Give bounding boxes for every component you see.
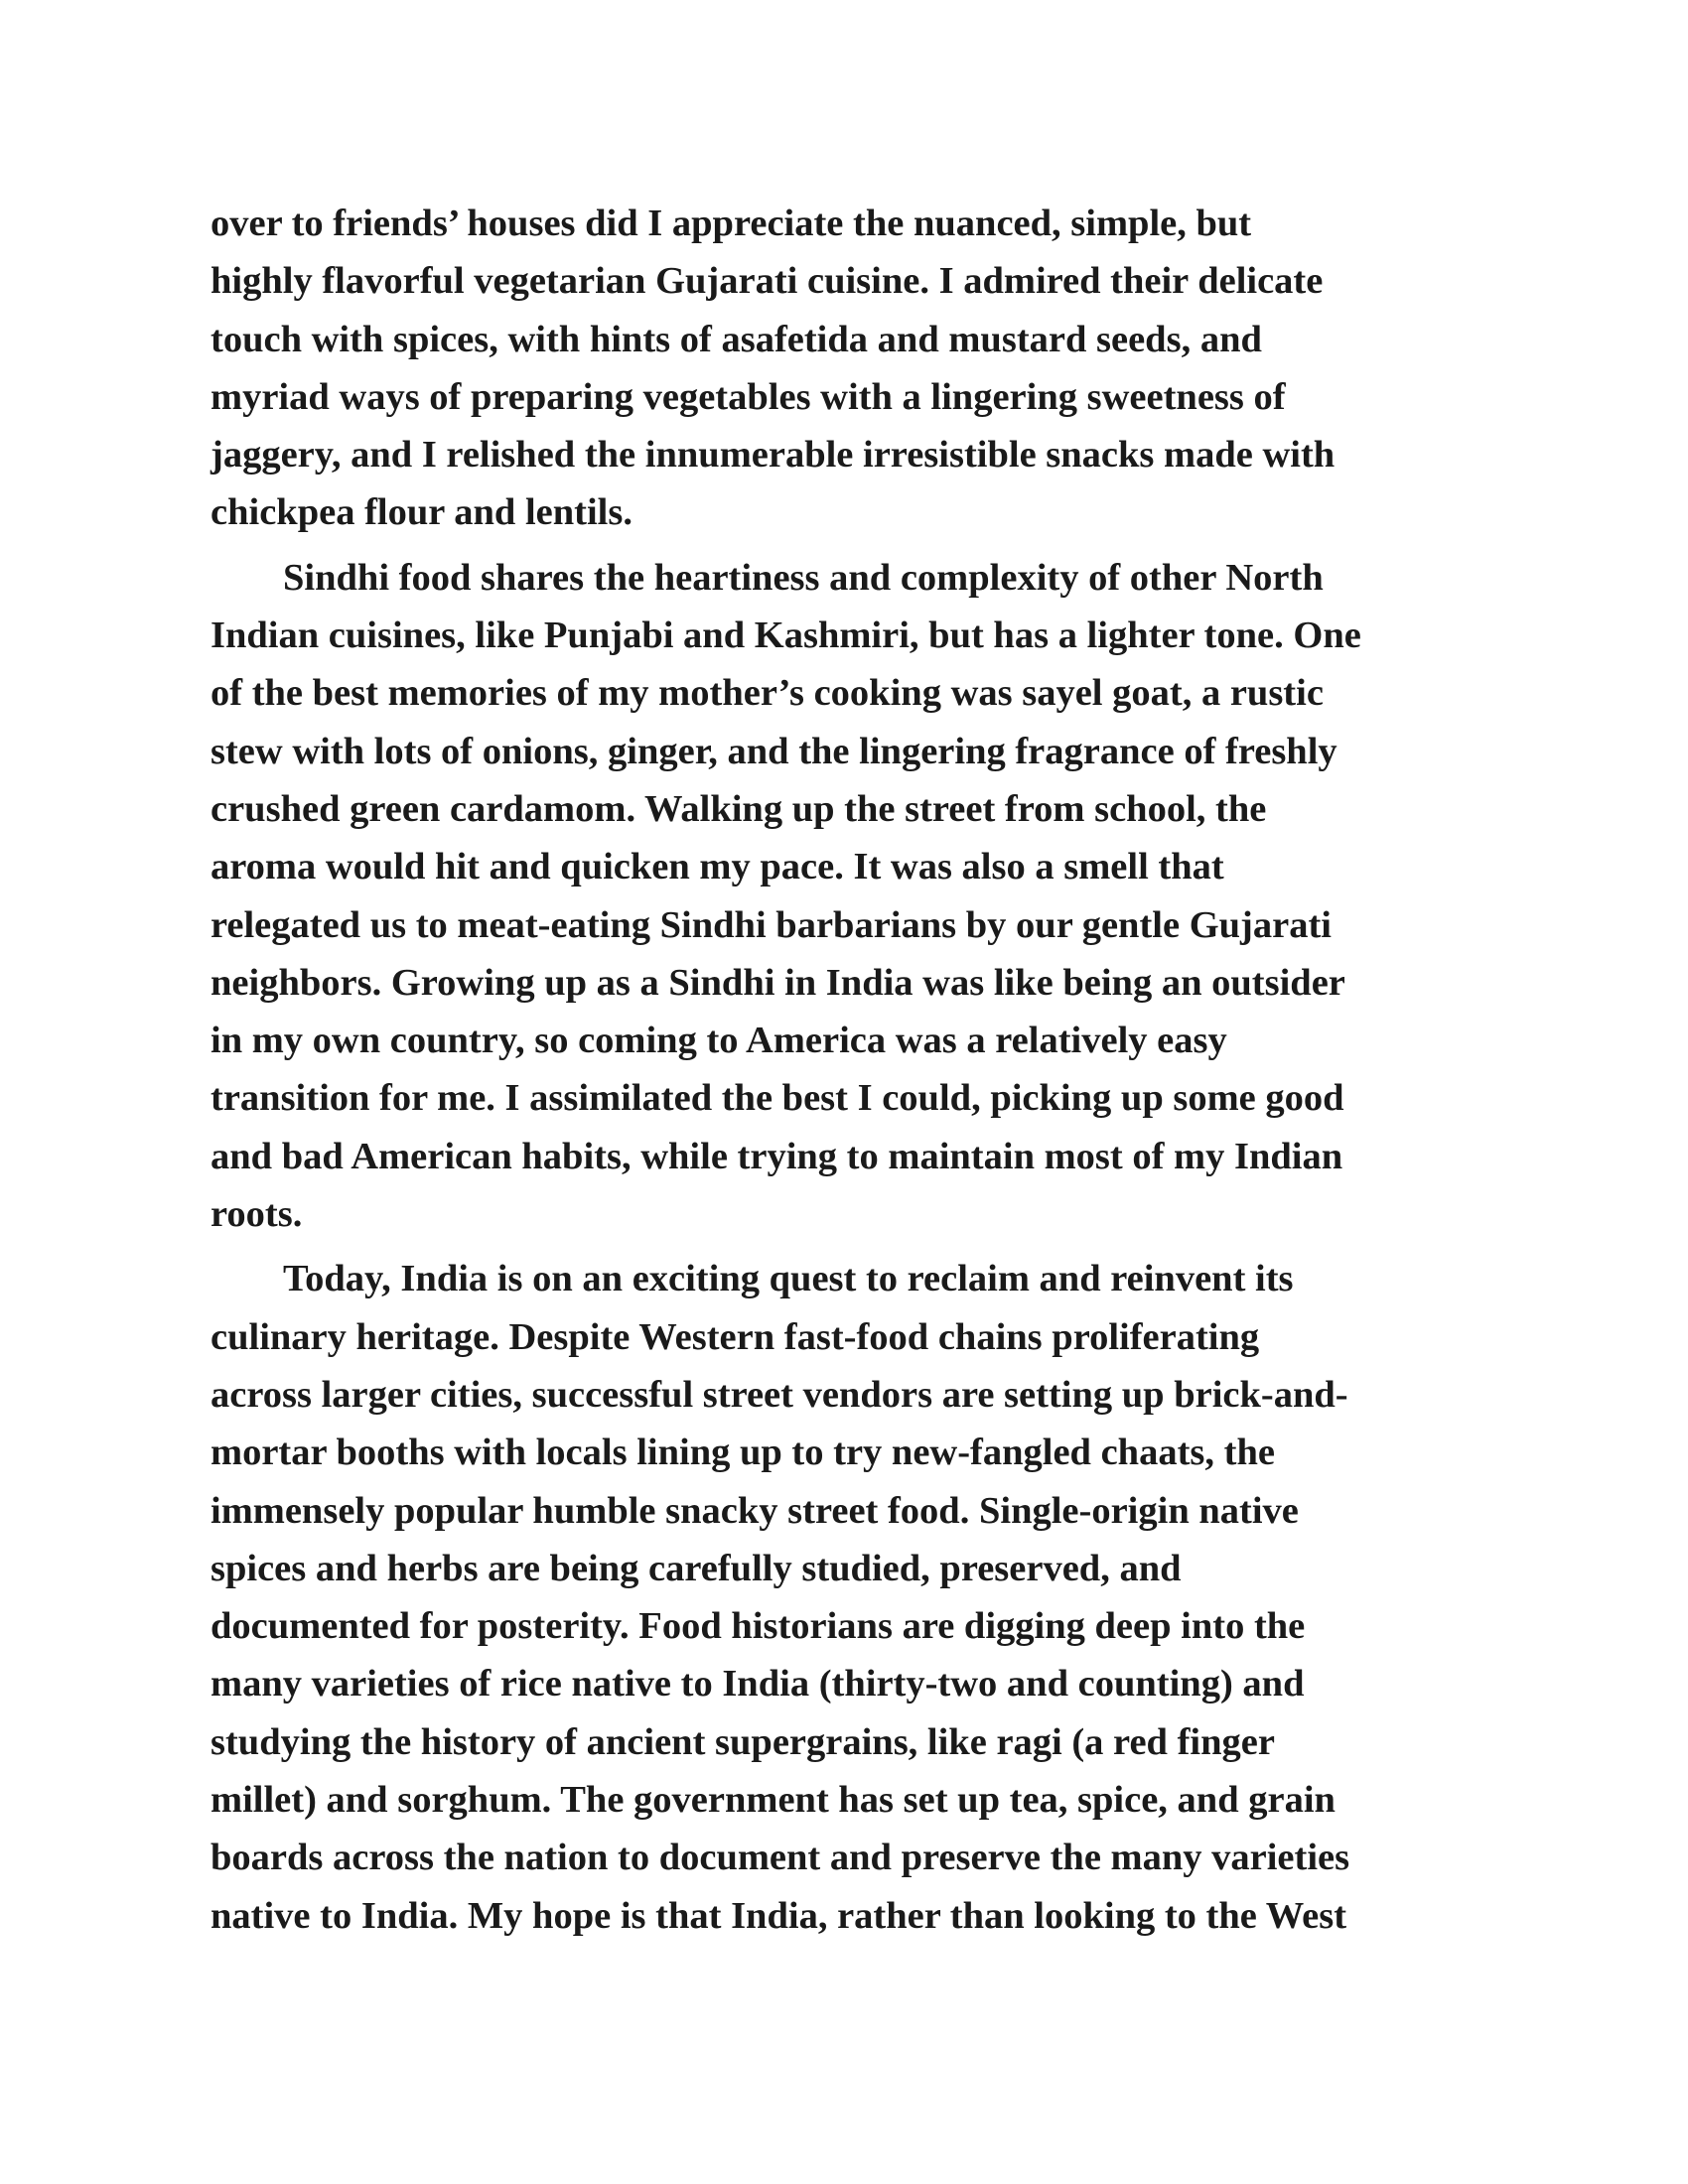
text-line: touch with spices, with hints of asafetida and mustard seeds, and	[211, 318, 1262, 360]
text-line: over to friends’ houses did I appreciate the nuanced, simple, but	[211, 203, 1252, 244]
text-line: Today, India is on an exciting quest to reclaim and reinvent its	[283, 1258, 1294, 1300]
text-line: stew with lots of onions, ginger, and the lingering fragrance of freshly	[211, 730, 1337, 772]
text-line: aroma would hit and quicken my pace. It was also a smell that	[211, 846, 1224, 888]
text-line: jaggery, and I relished the innumerable irresistible snacks made with	[211, 434, 1336, 477]
text-line: transition for me. I assimilated the best I could, picking up some good	[211, 1077, 1344, 1120]
body-text	[211, 195, 1501, 1952]
text-line: spices and herbs are being carefully studied, preserved, and	[211, 1547, 1182, 1589]
text-line: native to India. My hope is that India, rather than looking to the West	[211, 1894, 1347, 1937]
text-line: across larger cities, successful street vendors are setting up brick-and-	[211, 1373, 1348, 1416]
text-line: crushed green cardamom. Walking up the street from school, the	[211, 787, 1267, 830]
text-line: studying the history of ancient supergrains, like ragi (a red finger	[211, 1720, 1275, 1763]
text-line: culinary heritage. Despite Western fast-food chains proliferating	[211, 1315, 1260, 1358]
paragraph-2	[211, 549, 1501, 1244]
text-line: millet) and sorghum. The government has set up tea, spice, and grain	[211, 1779, 1336, 1822]
text-line: documented for posterity. Food historians are digging deep into the	[211, 1605, 1306, 1648]
text-line: neighbors. Growing up as a Sindhi in India was like being an outsider	[211, 961, 1345, 1004]
text-line: mortar booths with locals lining up to try new-fangled chaats, the	[211, 1432, 1275, 1474]
text-line: of the best memories of my mother’s cooking was sayel goat, a rustic	[211, 672, 1324, 715]
text-line: Sindhi food shares the heartiness and complexity of other North	[283, 556, 1324, 599]
text-line: and bad American habits, while trying to maintain most of my Indian	[211, 1135, 1343, 1177]
text-line: boards across the nation to document and preserve the many varieties	[211, 1837, 1350, 1879]
text-line: Indian cuisines, like Punjabi and Kashmiri, but has a lighter tone. One	[211, 614, 1361, 657]
text-line: highly flavorful vegetarian Gujarati cuisine. I admired their delicate	[211, 260, 1324, 303]
text-line: in my own country, so coming to America was a relatively easy	[211, 1020, 1227, 1062]
paragraph-3	[211, 1250, 1501, 1945]
text-line: myriad ways of preparing vegetables with a lingering sweetness of	[211, 375, 1286, 418]
text-line: immensely popular humble snacky street food. Single-origin native	[211, 1489, 1299, 1532]
text-line: roots.	[211, 1193, 303, 1236]
paragraph-1	[211, 195, 1501, 542]
text-line: many varieties of rice native to India (thirty-two and counting) and	[211, 1663, 1305, 1706]
text-line: relegated us to meat-eating Sindhi barbarians by our gentle Gujarati	[211, 903, 1332, 946]
text-line: chickpea flour and lentils.	[211, 491, 633, 534]
